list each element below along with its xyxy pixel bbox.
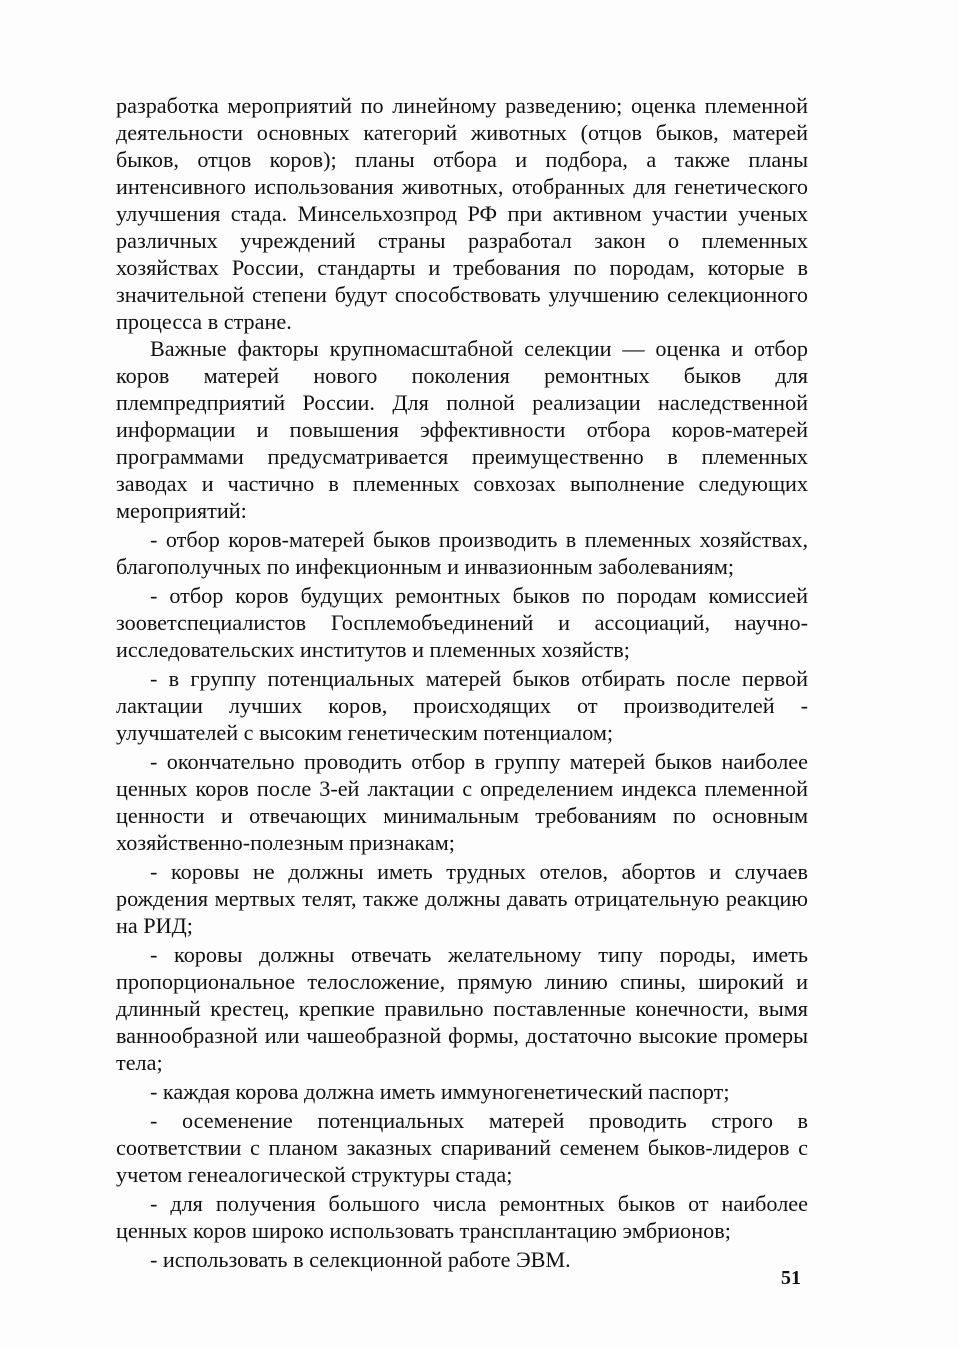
list-item: - использовать в селекционной работе ЭВМ. (150, 1247, 571, 1272)
list-item: - отбор коров-матерей быков производить в племенных хозяйствах, благополучных по инфекционным и инвазионным заболеваниям; (116, 527, 808, 579)
list-item: - коровы должны отвечать желательному типу породы, иметь пропорциональное телосложение, прямую линию спины, широкий и длинный крестец, крепкие правильно поставленные конечности, вымя ваннообразной или чашеобразной формы, достаточно высокие промеры тела; (116, 942, 808, 1075)
list-item: - для получения большого числа ремонтных быков от наиболее ценных коров широко использовать трансплантацию эмбрионов; (116, 1191, 808, 1243)
body-text (116, 92, 808, 1273)
list-item: - осеменение потенциальных матерей проводить строго в соответствии с планом заказных спариваний семенем быков-лидеров с учетом генеалогической структуры стада; (116, 1108, 808, 1187)
list-item: - отбор коров будущих ремонтных быков по породам комиссией зооветспециалистов Госплемобъединений и ассоциаций, научно-исследовательских институтов и племенных хозяйств; (116, 583, 808, 662)
paragraph-selection-factors: Важные факторы крупномасштабной селекции — оценка и отбор коров матерей нового поколения ремонтных быков для племпредприятий России. Для полной реализации наследственной информации и повышения эффективности отбора коров-матерей программами предусматривается преимущественно в племенных заводах и частично в племенных совхозах выполнение следующих мероприятий: (116, 336, 808, 523)
list-item: - окончательно проводить отбор в группу матерей быков наиболее ценных коров после 3-ей лактации с определением индекса племенной ценности и отвечающих минимальным требованиям по основным хозяйственно-полезным признакам; (116, 749, 808, 855)
list-item: - коровы не должны иметь трудных отелов, абортов и случаев рождения мертвых телят, также должны давать отрицательную реакцию на РИД; (116, 859, 808, 938)
list-item: - каждая корова должна иметь иммуногенетический паспорт; (150, 1079, 730, 1104)
list-item: - в группу потенциальных матерей быков отбирать после первой лактации лучших коров, происходящих от производителей - улучшателей с высоким генетическим потенциалом; (116, 666, 808, 745)
paragraph-intro: разработка мероприятий по линейному разведению; оценка племенной деятельности основных категорий животных (отцов быков, матерей быков, отцов коров); планы отбора и подбора, а также планы интенсивного использования животных, отобранных для генетического улучшения стада. Минсельхозпрод РФ при активном участии ученых различных учреждений страны разработал закон о племенных хозяйствах России, стандарты и требования по породам, которые в значительной степени будут способствовать улучшению селекционного процесса в стране. (116, 93, 808, 334)
page-number: 51 (781, 1267, 801, 1289)
